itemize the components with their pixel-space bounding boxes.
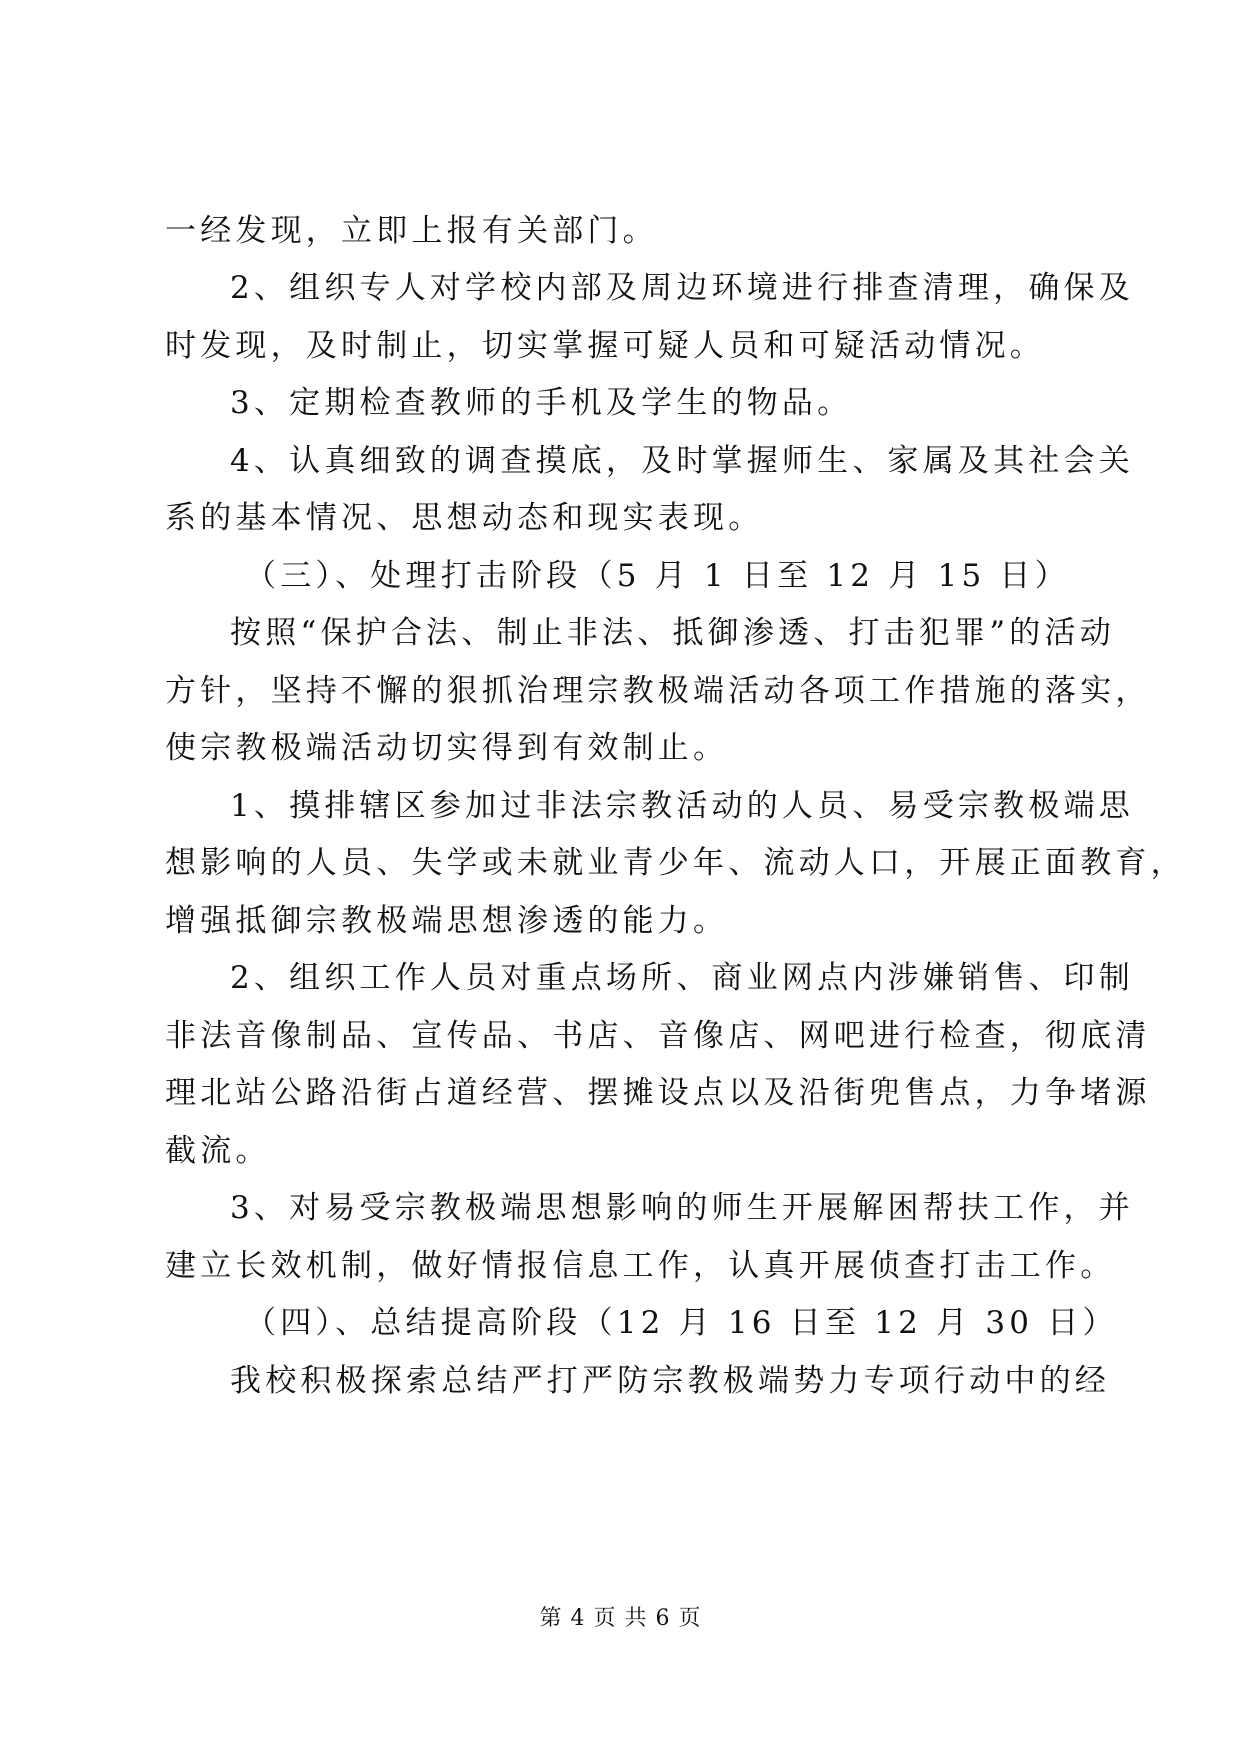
text-line-21: 我校积极探索总结严打严防宗教极端势力专项行动中的经	[230, 1363, 1110, 1399]
section-heading-3: （三）、处理打击阶段（5 月 1 日至 12 月 15 日）	[245, 558, 1070, 594]
text-line-14: 2、组织工作人员对重点场所、商业网点内涉嫌销售、印制	[230, 960, 1134, 996]
text-line-4: 3、定期检查教师的手机及学生的物品。	[230, 385, 853, 421]
text-line-15: 非法音像制品、宣传品、书店、音像店、网吧进行检查，彻底清	[165, 1018, 1151, 1054]
text-line-12: 想影响的人员、失学或未就业青少年、流动人口，开展正面教育，	[165, 845, 1186, 881]
section-heading-4: （四）、总结提高阶段（12 月 16 日至 12 月 30 日）	[245, 1305, 1118, 1341]
page-footer: 第 4 页 共 6 页	[539, 1606, 702, 1631]
text-line-9: 方针，坚持不懈的狠抓治理宗教极端活动各项工作措施的落实，	[165, 673, 1151, 709]
text-line-10: 使宗教极端活动切实得到有效制止。	[165, 730, 729, 766]
text-line-6: 系的基本情况、思想动态和现实表现。	[165, 500, 764, 536]
text-line-2: 2、组织专人对学校内部及周边环境进行排查清理，确保及	[230, 270, 1134, 306]
text-line-17: 截流。	[165, 1133, 271, 1169]
text-line-16: 理北站公路沿街占道经营、摆摊设点以及沿街兜售点，力争堵源	[165, 1075, 1151, 1111]
text-line-3: 时发现，及时制止，切实掌握可疑人员和可疑活动情况。	[165, 328, 1045, 364]
text-line-5: 4、认真细致的调查摸底，及时掌握师生、家属及其社会关	[230, 443, 1134, 479]
text-line-11: 1、摸排辖区参加过非法宗教活动的人员、易受宗教极端思	[230, 788, 1134, 824]
text-line-8: 按照“保护合法、制止非法、抵御渗透、打击犯罪”的活动	[230, 615, 1115, 651]
text-line-1: 一经发现，立即上报有关部门。	[165, 213, 658, 249]
text-line-18: 3、对易受宗教极端思想影响的师生开展解困帮扶工作，并	[230, 1190, 1134, 1226]
text-line-13: 增强抵御宗教极端思想渗透的能力。	[165, 903, 729, 939]
text-line-19: 建立长效机制，做好情报信息工作，认真开展侦查打击工作。	[165, 1248, 1116, 1284]
